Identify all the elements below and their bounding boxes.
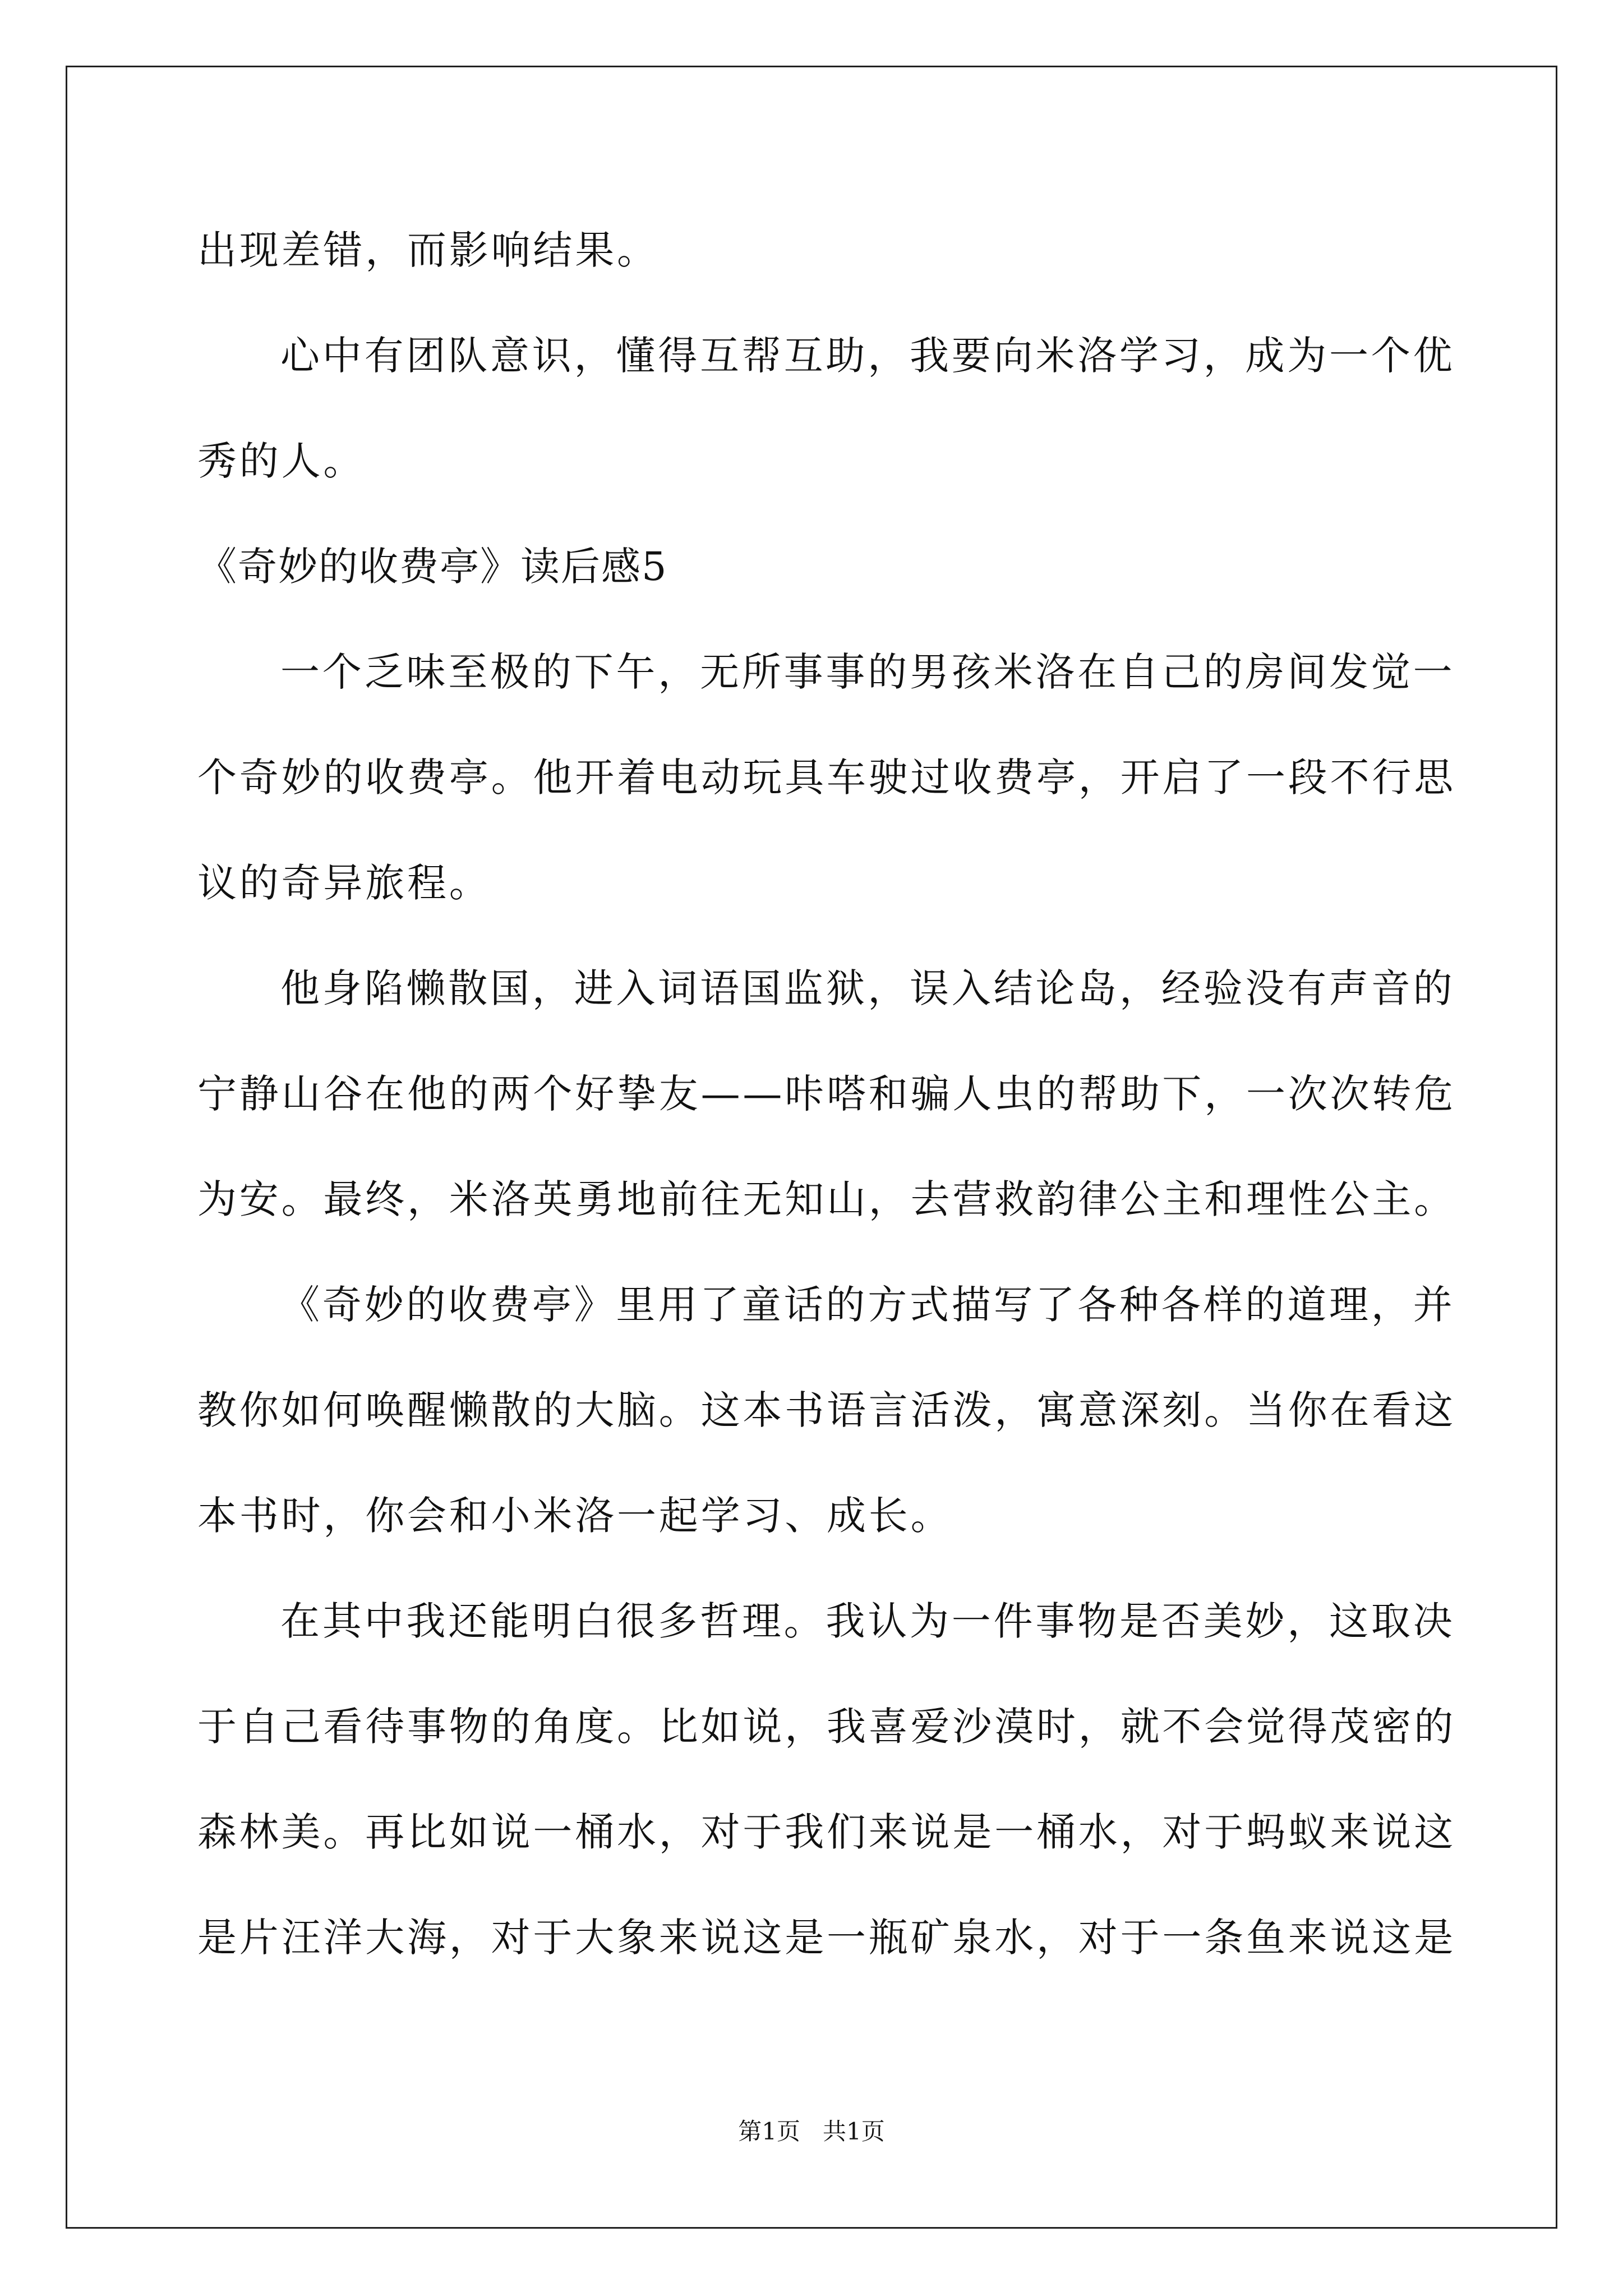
paragraph-line: 《奇妙的收费亭》里用了童话的方式描写了各种各样的道理，并 <box>280 1282 1455 1328</box>
page-number-footer: 第1页 共1页 <box>738 2118 885 2145</box>
paragraph-line: 他身陷懒散国，进入词语国监狱，误入结论岛，经验没有声音的 <box>280 965 1455 1011</box>
paragraph-line: 教你如何唤醒懒散的大脑。这本书语言活泼，寓意深刻。当你在看这 <box>197 1387 1456 1433</box>
paragraph-line: 个奇妙的收费亭。他开着电动玩具车驶过收费亭，开启了一段不行思 <box>197 754 1456 800</box>
document-body <box>197 197 1456 1990</box>
paragraph-line: 心中有团队意识，懂得互帮互助，我要向米洛学习，成为一个优 <box>280 333 1455 379</box>
paragraph-line: 本书时，你会和小米洛一起学习、成长。 <box>197 1493 953 1539</box>
paragraph-line: 出现差错，而影响结果。 <box>197 227 659 273</box>
section-title: 《奇妙的收费亭》读后感5 <box>197 544 668 590</box>
paragraph-line: 一个乏味至极的下午，无所事事的男孩米洛在自己的房间发觉一 <box>280 649 1455 695</box>
paragraph-line: 在其中我还能明白很多哲理。我认为一件事物是否美妙，这取决 <box>280 1598 1455 1644</box>
paragraph-line: 为安。最终，米洛英勇地前往无知山，去营救韵律公主和理性公主。 <box>197 1176 1456 1222</box>
paragraph-line: 森林美。再比如说一桶水，对于我们来说是一桶水，对于蚂蚁来说这 <box>197 1809 1456 1855</box>
paragraph-line: 秀的人。 <box>197 438 366 484</box>
paragraph-line: 是片汪洋大海，对于大象来说这是一瓶矿泉水，对于一条鱼来说这是 <box>197 1915 1456 1961</box>
paragraph-line: 议的奇异旅程。 <box>197 860 491 906</box>
paragraph-line: 于自己看待事物的角度。比如说，我喜爱沙漠时，就不会觉得茂密的 <box>197 1704 1456 1750</box>
paragraph-line: 宁静山谷在他的两个好挚友——咔嗒和骗人虫的帮助下，一次次转危 <box>197 1071 1456 1117</box>
